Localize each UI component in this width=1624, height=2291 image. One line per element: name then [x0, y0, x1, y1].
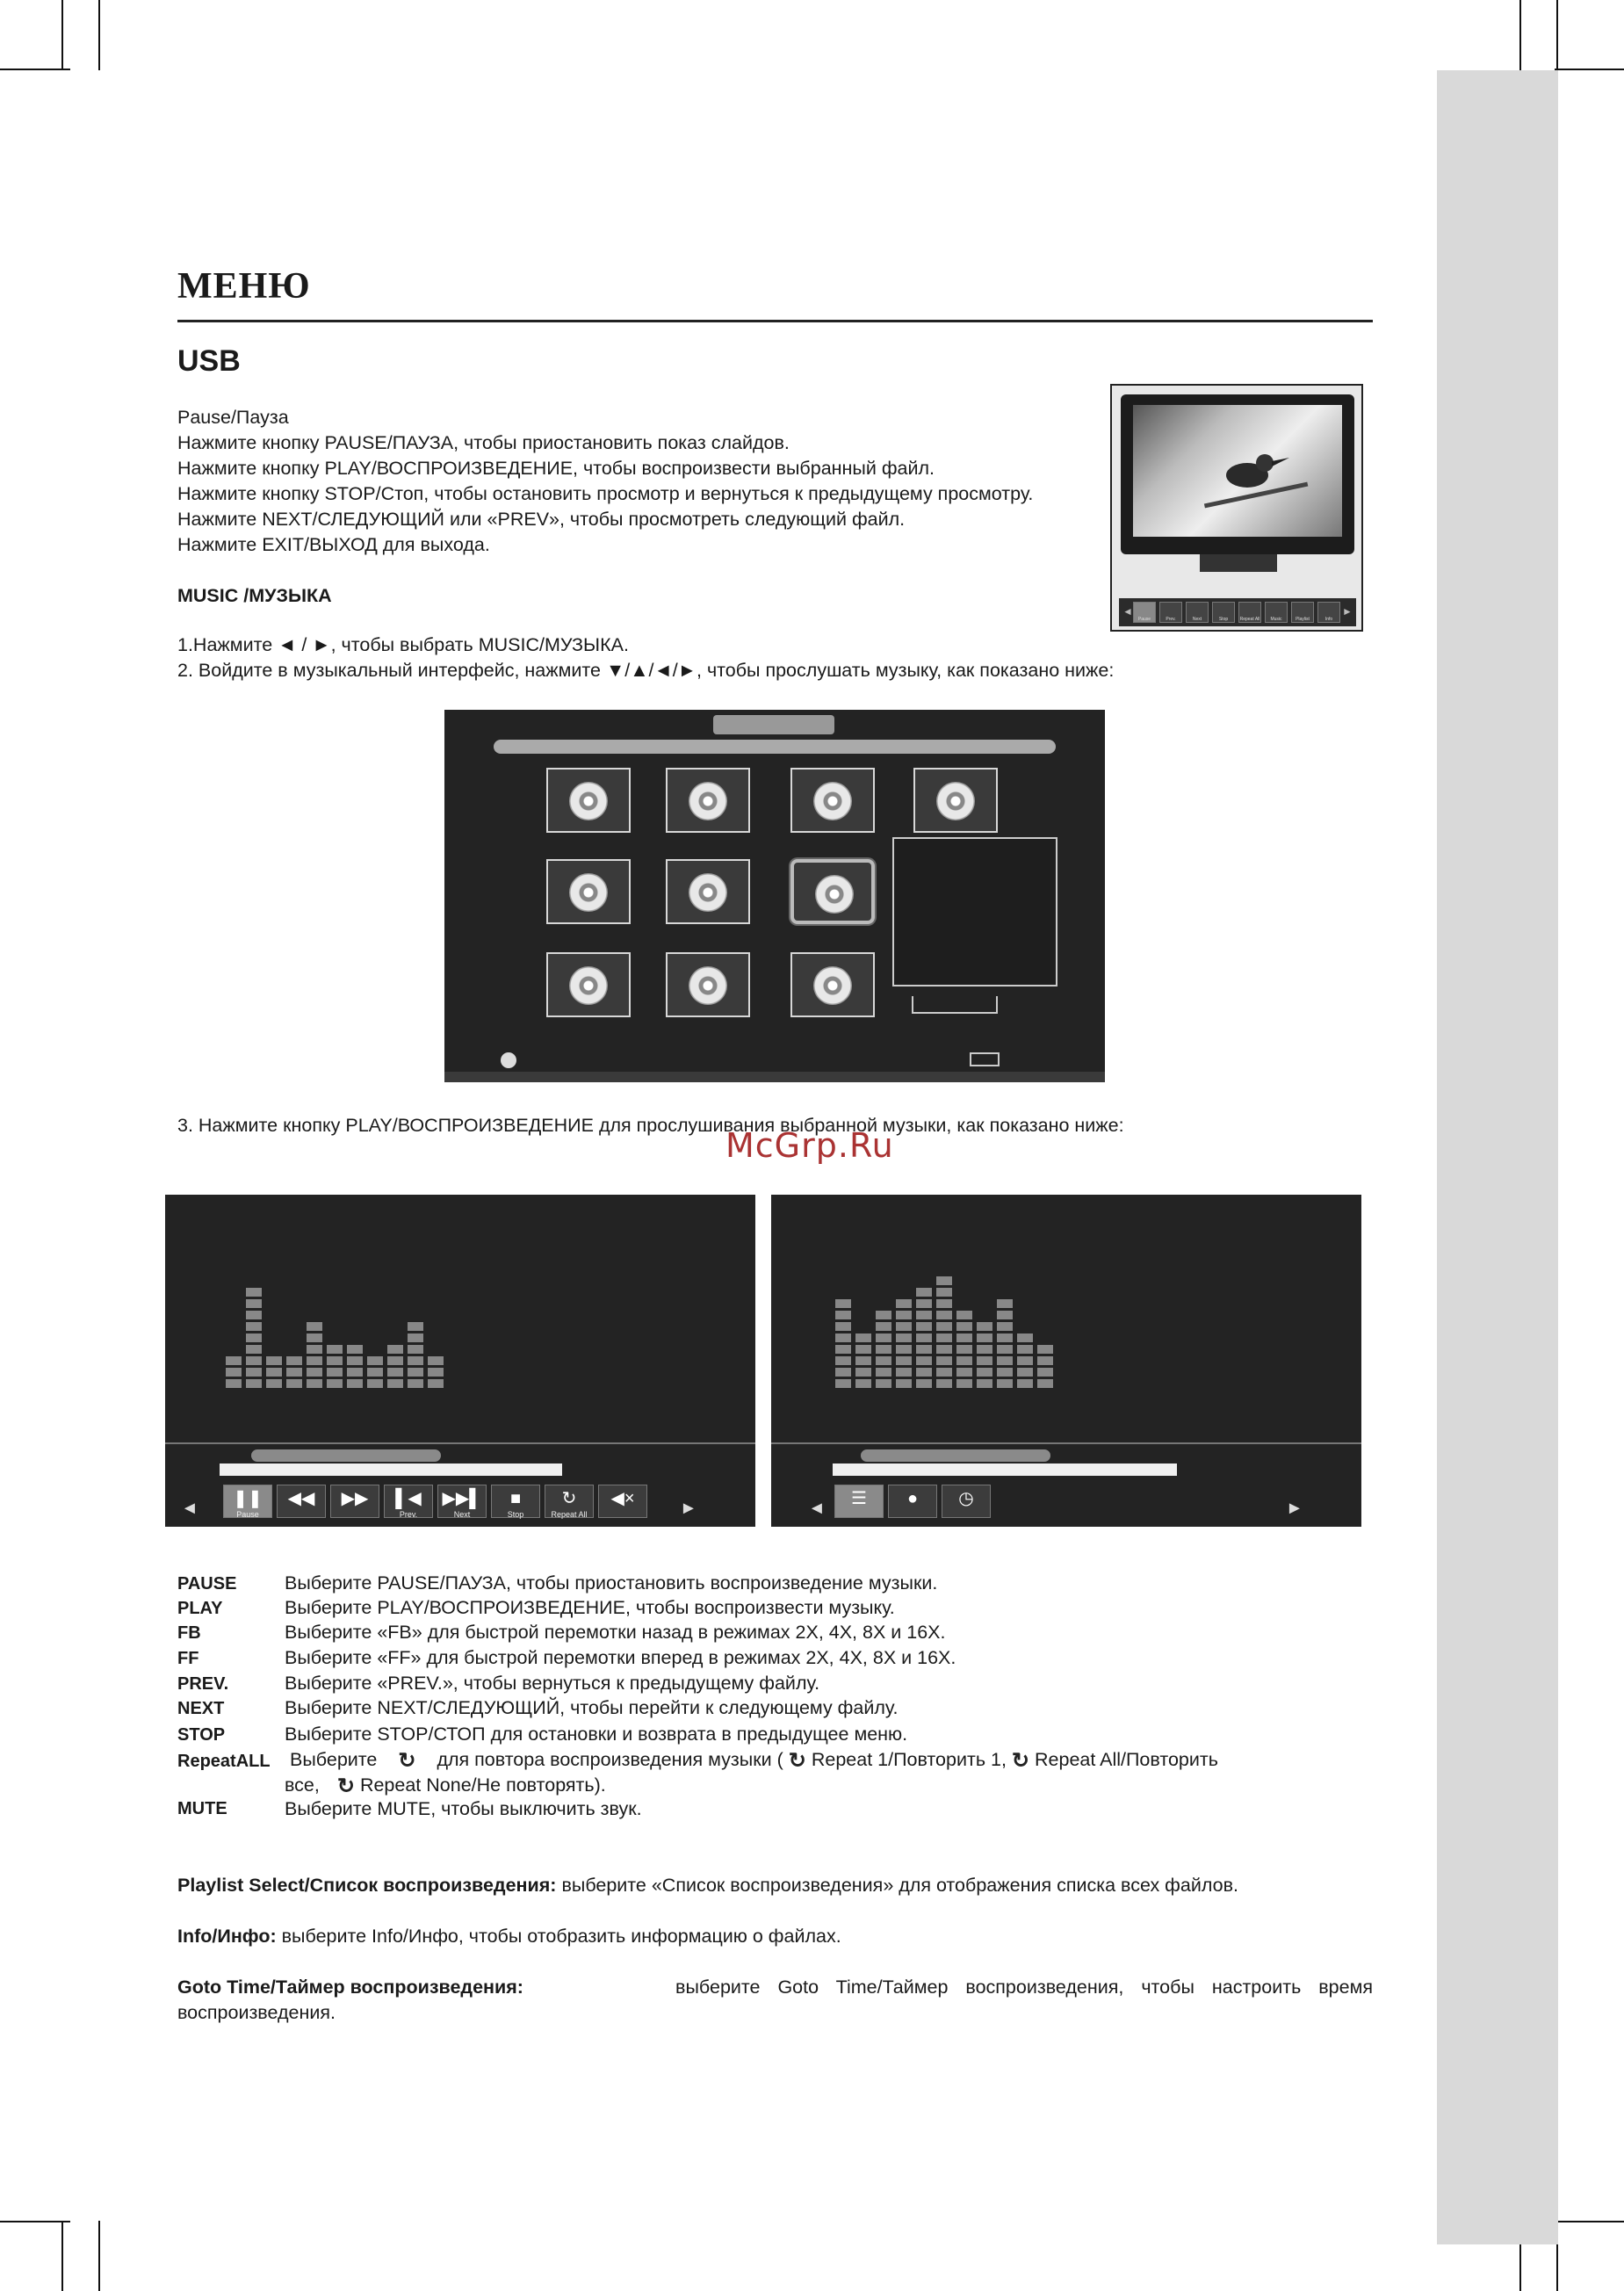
info-label: Info/Инфо:	[177, 1926, 277, 1947]
eq-bar-segment	[996, 1298, 1014, 1309]
divider-line	[165, 1442, 755, 1444]
bird-image	[1133, 405, 1342, 537]
eq-bar-segment	[834, 1367, 852, 1377]
info-paragraph	[177, 1924, 841, 1949]
eq-bar-segment	[875, 1355, 892, 1366]
page-title: МЕНЮ	[177, 266, 311, 307]
goto-paragraph	[177, 1975, 1373, 2000]
eq-bar-segment	[245, 1367, 263, 1377]
eq-bar-segment	[306, 1355, 323, 1366]
repeat-one-icon: ↻	[788, 1749, 806, 1773]
music-file-tile[interactable]	[546, 952, 631, 1017]
music-file-tile[interactable]	[666, 768, 750, 833]
player-control-button[interactable]	[277, 1485, 326, 1518]
legend-desc: Выберите MUTE, чтобы выключить звук.	[285, 1798, 642, 1819]
tv-toolbar-button[interactable]	[1291, 602, 1314, 623]
music-player-right	[771, 1195, 1361, 1527]
eq-bar-segment	[895, 1344, 913, 1355]
eq-bar-segment	[366, 1378, 384, 1389]
goto-label: Goto Time/Таймер воспроизведения:	[177, 1977, 523, 1998]
eq-bar-segment	[935, 1367, 953, 1377]
playlist-text: выберите «Список воспроизведения» для отображения списка всех файлов.	[561, 1875, 1238, 1896]
tv-toolbar-label: Prev.	[1166, 617, 1176, 622]
eq-bar-segment	[915, 1367, 933, 1377]
eq-bar-segment	[225, 1355, 242, 1366]
music-file-tile[interactable]	[546, 859, 631, 924]
eq-bar-segment	[875, 1321, 892, 1332]
eq-bar-segment	[976, 1333, 993, 1343]
player-control-label: Repeat All	[551, 1510, 588, 1519]
eq-bar-segment	[225, 1378, 242, 1389]
playlist-label: Playlist Select/Список воспроизведения:	[177, 1875, 557, 1896]
eq-bar-segment	[855, 1367, 872, 1377]
eq-bar-segment	[976, 1344, 993, 1355]
eq-bar-segment	[996, 1355, 1014, 1366]
tv-toolbar-label: Info	[1324, 617, 1333, 622]
legend-desc: Выберите «FB» для быстрой перемотки назад в режимах 2X, 4X, 8X и 16X.	[285, 1622, 946, 1643]
eq-bar-segment	[407, 1333, 424, 1343]
eq-bar-segment	[895, 1355, 913, 1366]
repeat-text: Выберите	[290, 1749, 378, 1771]
repeat-line-1	[290, 1748, 1218, 1774]
eq-bar-segment	[895, 1367, 913, 1377]
browser-path-bar	[494, 740, 1056, 754]
eq-bar-segment	[265, 1378, 283, 1389]
repeat-line-2	[285, 1774, 606, 1799]
eq-bar-segment	[915, 1333, 933, 1343]
tv-toolbar-button[interactable]	[1317, 602, 1340, 623]
eq-bar-segment	[834, 1321, 852, 1332]
legend-desc: Выберите «FF» для быстрой перемотки вперед в режимах 2X, 4X, 8X и 16X.	[285, 1647, 956, 1668]
eq-bar-segment	[855, 1378, 872, 1389]
eq-bar-segment	[1016, 1378, 1034, 1389]
eq-bar-segment	[306, 1321, 323, 1332]
eq-bar-segment	[386, 1378, 404, 1389]
tv-stand	[1200, 554, 1277, 572]
preview-caption-box	[912, 996, 998, 1014]
eq-bar-segment	[346, 1355, 364, 1366]
player-control-icon: ■	[509, 1489, 522, 1508]
eq-bar-segment	[915, 1378, 933, 1389]
cd-icon	[689, 873, 727, 912]
return-icon	[569, 782, 608, 820]
tv-toolbar-label: Repeat All	[1239, 617, 1260, 622]
eq-bar-segment	[956, 1344, 973, 1355]
eq-bar-segment	[956, 1378, 973, 1389]
player-option-icon: ●	[906, 1489, 919, 1508]
tv-toolbar-button[interactable]	[1186, 602, 1209, 623]
repeat-text: Repeat 1/Повторить 1,	[811, 1749, 1007, 1771]
eq-bar-segment	[1016, 1344, 1034, 1355]
eq-bar-segment	[875, 1333, 892, 1343]
tv-toolbar-button[interactable]	[1265, 602, 1288, 623]
toolbar-right-arrow-icon: ►	[1342, 605, 1353, 618]
eq-bar-segment	[407, 1321, 424, 1332]
eq-bar-segment	[346, 1367, 364, 1377]
legend-key: PREV.	[177, 1674, 229, 1694]
eq-bar-segment	[976, 1355, 993, 1366]
legend-key: MUTE	[177, 1799, 227, 1818]
eq-bar-segment	[915, 1344, 933, 1355]
eq-bar-segment	[935, 1333, 953, 1343]
player-option-button[interactable]	[888, 1485, 937, 1518]
playlist-paragraph	[177, 1873, 1238, 1898]
player-control-label: Pause	[236, 1510, 259, 1519]
repeat-all-icon: ↻	[1011, 1749, 1030, 1773]
eq-bar-segment	[1036, 1367, 1054, 1377]
music-file-tile[interactable]	[666, 952, 750, 1017]
eq-bar-segment	[1036, 1355, 1054, 1366]
eq-bar-segment	[895, 1333, 913, 1343]
eq-bar-segment	[407, 1378, 424, 1389]
eq-bar-segment	[996, 1333, 1014, 1343]
eq-bar-segment	[427, 1378, 444, 1389]
player-control-button[interactable]	[384, 1485, 433, 1518]
music-step-2: 2. Войдите в музыкальный интерфейс, нажмите ▼/▲/◄/►, чтобы прослушать музыку, как показано ниже:	[177, 660, 1115, 681]
right-arrow-icon[interactable]: ►	[1286, 1499, 1303, 1518]
eq-bar-segment	[915, 1298, 933, 1309]
eq-bar-segment	[407, 1344, 424, 1355]
repeat-text: Repeat All/Повторить	[1035, 1749, 1218, 1771]
player-control-button[interactable]	[223, 1485, 272, 1518]
eq-bar-segment	[935, 1344, 953, 1355]
player-control-icon: ◀◀	[287, 1489, 315, 1508]
eq-bar-segment	[386, 1344, 404, 1355]
info-text: выберите Info/Инфо, чтобы отобразить информацию о файлах.	[281, 1926, 841, 1947]
page-indicator-box	[970, 1052, 1000, 1066]
player-control-button[interactable]	[491, 1485, 540, 1518]
eq-bar-segment	[935, 1378, 953, 1389]
eq-bar-segment	[895, 1378, 913, 1389]
eq-bar-segment	[346, 1378, 364, 1389]
browser-title-tab	[713, 715, 834, 734]
player-control-label: Prev.	[399, 1510, 418, 1519]
title-rule	[177, 320, 1373, 322]
music-file-tile[interactable]	[790, 859, 875, 924]
eq-bar-segment	[855, 1355, 872, 1366]
eq-bar-segment	[427, 1355, 444, 1366]
eq-bar-segment	[306, 1378, 323, 1389]
eq-bar-segment	[1036, 1378, 1054, 1389]
tv-toolbar-label: Music	[1270, 617, 1282, 622]
eq-bar-segment	[996, 1344, 1014, 1355]
player-control-icon: ▌◀	[395, 1489, 422, 1508]
tv-toolbar-label: Stop	[1218, 617, 1229, 622]
browser-bottom-strip	[444, 1072, 1105, 1082]
legend-desc: Выберите STOP/СТОП для остановки и возврата в предыдущее меню.	[285, 1724, 908, 1745]
music-step-3: 3. Нажмите кнопку PLAY/ВОСПРОИЗВЕДЕНИЕ для прослушивания выбранной музыки, как показано ниже:	[177, 1115, 1124, 1136]
tv-toolbar-label: Pause	[1137, 617, 1151, 622]
eq-bar-segment	[326, 1344, 343, 1355]
side-tab	[1437, 70, 1558, 2244]
eq-bar-segment	[935, 1310, 953, 1320]
eq-bar-segment	[1016, 1333, 1034, 1343]
eq-bar-segment	[935, 1321, 953, 1332]
eq-bar-segment	[245, 1321, 263, 1332]
eq-bar-segment	[834, 1298, 852, 1309]
eq-bar-segment	[285, 1355, 303, 1366]
player-control-icon: ▶▶	[341, 1489, 369, 1508]
eq-bar-segment	[306, 1333, 323, 1343]
eq-bar-segment	[265, 1367, 283, 1377]
eq-bar-segment	[935, 1287, 953, 1297]
eq-bar-segment	[245, 1333, 263, 1343]
section-title: USB	[177, 344, 241, 378]
player-control-button[interactable]	[598, 1485, 647, 1518]
eq-bar-segment	[306, 1367, 323, 1377]
status-dot-icon	[501, 1052, 516, 1068]
eq-bar-segment	[895, 1321, 913, 1332]
legend-key: PLAY	[177, 1599, 223, 1618]
music-file-tile[interactable]	[790, 768, 875, 833]
eq-bar-segment	[996, 1378, 1014, 1389]
cd-icon	[689, 782, 727, 820]
eq-bar-segment	[834, 1310, 852, 1320]
music-file-tile[interactable]	[790, 952, 875, 1017]
eq-bar-segment	[1016, 1367, 1034, 1377]
eq-bar-segment	[875, 1378, 892, 1389]
eq-bar-segment	[834, 1344, 852, 1355]
tv-toolbar-button[interactable]	[1212, 602, 1235, 623]
eq-bar-segment	[996, 1321, 1014, 1332]
eq-bar-segment	[935, 1298, 953, 1309]
eq-bar-segment	[346, 1344, 364, 1355]
eq-bar-segment	[386, 1367, 404, 1377]
eq-bar-segment	[1016, 1355, 1034, 1366]
progress-bar	[220, 1463, 562, 1476]
repeat-icon: ↻	[398, 1749, 416, 1773]
cd-icon	[936, 782, 975, 820]
eq-bar-segment	[956, 1310, 973, 1320]
eq-bar-segment	[326, 1378, 343, 1389]
legend-key: FB	[177, 1623, 201, 1643]
pause-line: Нажмите EXIT/ВЫХОД для выхода.	[177, 534, 490, 555]
eq-bar-segment	[915, 1310, 933, 1320]
eq-bar-segment	[976, 1367, 993, 1377]
left-arrow-icon[interactable]: ◄	[181, 1499, 198, 1518]
goto-text: выберите Goto Time/Таймер воспроизведения, чтобы настроить время	[675, 1977, 1373, 1998]
eq-bar-segment	[285, 1378, 303, 1389]
eq-bar-segment	[956, 1355, 973, 1366]
eq-bar-segment	[245, 1378, 263, 1389]
eq-bar-segment	[976, 1321, 993, 1332]
legend-desc: Выберите «PREV.», чтобы вернуться к предыдущему файлу.	[285, 1673, 820, 1694]
music-player-left	[165, 1195, 755, 1527]
left-arrow-icon[interactable]: ◄	[808, 1499, 826, 1518]
tv-toolbar-label: Next	[1192, 617, 1202, 622]
player-control-icon: ↻	[561, 1489, 577, 1508]
eq-bar-segment	[386, 1355, 404, 1366]
eq-bar-segment	[855, 1333, 872, 1343]
tv-toolbar-button[interactable]	[1133, 602, 1156, 623]
eq-bar-segment	[245, 1344, 263, 1355]
eq-bar-segment	[407, 1367, 424, 1377]
pause-line: Нажмите кнопку PLAY/ВОСПРОИЗВЕДЕНИЕ, чтобы воспроизвести выбранный файл.	[177, 458, 935, 479]
pause-line: Нажмите NEXT/СЛЕДУЮЩИЙ или «PREV», чтобы просмотреть следующий файл.	[177, 509, 906, 530]
legend-desc: Выберите NEXT/СЛЕДУЮЩИЙ, чтобы перейти к следующему файлу.	[285, 1697, 899, 1718]
pause-line: Нажмите кнопку STOP/Стоп, чтобы остановить просмотр и вернуться к предыдущему просмотру.	[177, 483, 1034, 504]
toolbar-left-arrow-icon: ◄	[1122, 605, 1133, 618]
eq-bar-segment	[245, 1287, 263, 1297]
eq-bar-segment	[855, 1344, 872, 1355]
eq-bar-segment	[265, 1355, 283, 1366]
tv-toolbar-button[interactable]	[1238, 602, 1261, 623]
eq-bar-segment	[245, 1310, 263, 1320]
eq-bar-segment	[895, 1298, 913, 1309]
eq-bar-segment	[834, 1378, 852, 1389]
eq-bar-segment	[407, 1355, 424, 1366]
player-option-button[interactable]	[942, 1485, 991, 1518]
eq-bar-segment	[915, 1321, 933, 1332]
eq-bar-segment	[956, 1333, 973, 1343]
legend-desc: Выберите PAUSE/ПАУЗА, чтобы приостановить воспроизведение музыки.	[285, 1572, 938, 1594]
eq-bar-segment	[875, 1310, 892, 1320]
player-control-button[interactable]	[545, 1485, 594, 1518]
cd-icon	[569, 873, 608, 912]
watermark: McGrp.Ru	[725, 1126, 894, 1165]
legend-key: STOP	[177, 1725, 226, 1745]
eq-bar-segment	[875, 1367, 892, 1377]
repeat-text: Repeat None/Не повторять).	[359, 1774, 606, 1796]
folder-tile[interactable]	[546, 768, 631, 833]
cd-icon	[689, 966, 727, 1005]
repeat-text: все,	[285, 1774, 320, 1796]
tv-toolbar	[1119, 598, 1356, 626]
eq-bar-segment	[996, 1310, 1014, 1320]
eq-bar-segment	[326, 1367, 343, 1377]
legend-desc: Выберите PLAY/ВОСПРОИЗВЕДЕНИЕ, чтобы воспроизвести музыку.	[285, 1597, 895, 1618]
player-option-icon: ☰	[851, 1489, 867, 1508]
player-control-label: Stop	[507, 1510, 524, 1519]
legend-key: PAUSE	[177, 1574, 237, 1594]
eq-bar-segment	[935, 1355, 953, 1366]
divider-line	[771, 1442, 1361, 1444]
preview-panel	[892, 837, 1057, 987]
player-control-icon: ▶▶▌	[442, 1489, 482, 1508]
eq-bar-segment	[875, 1344, 892, 1355]
cd-icon	[813, 966, 852, 1005]
eq-bar-segment	[834, 1355, 852, 1366]
eq-bar-segment	[935, 1276, 953, 1286]
player-control-label: Next	[453, 1510, 471, 1519]
eq-bar-segment	[956, 1321, 973, 1332]
eq-bar-segment	[956, 1367, 973, 1377]
player-control-icon: ❚❚	[233, 1489, 263, 1508]
track-title-bar	[861, 1449, 1050, 1462]
legend-key: RepeatALL	[177, 1752, 271, 1771]
eq-bar-segment	[427, 1367, 444, 1377]
player-control-button[interactable]	[437, 1485, 487, 1518]
eq-bar-segment	[996, 1367, 1014, 1377]
progress-bar	[833, 1463, 1177, 1476]
player-option-icon: ◷	[958, 1489, 974, 1508]
eq-bar-segment	[225, 1367, 242, 1377]
music-browser-screen	[444, 710, 1105, 1082]
eq-bar-segment	[895, 1310, 913, 1320]
music-heading: MUSIC /МУЗЫКА	[177, 585, 332, 606]
pause-line: Нажмите кнопку PAUSE/ПАУЗА, чтобы приостановить показ слайдов.	[177, 432, 790, 453]
music-file-tile[interactable]	[666, 859, 750, 924]
track-title-bar	[251, 1449, 441, 1462]
player-control-icon: ◀×	[610, 1489, 635, 1508]
repeat-none-icon: ↻	[336, 1774, 355, 1798]
cd-icon	[813, 782, 852, 820]
music-step-1: 1.Нажмите ◄ / ►, чтобы выбрать MUSIC/МУЗЫКА.	[177, 634, 629, 655]
tv-toolbar-label: Playlist	[1296, 617, 1310, 622]
eq-bar-segment	[915, 1355, 933, 1366]
eq-bar-segment	[915, 1287, 933, 1297]
music-file-tile[interactable]	[913, 768, 998, 833]
cd-icon	[815, 875, 854, 914]
eq-bar-segment	[1036, 1344, 1054, 1355]
legend-key: FF	[177, 1649, 199, 1668]
player-control-button[interactable]	[330, 1485, 379, 1518]
tv-toolbar-button[interactable]	[1159, 602, 1182, 623]
cd-icon	[569, 966, 608, 1005]
eq-bar-segment	[326, 1355, 343, 1366]
eq-bar-segment	[285, 1367, 303, 1377]
eq-bar-segment	[245, 1355, 263, 1366]
goto-text-cont: воспроизведения.	[177, 2002, 336, 2023]
tv-illustration	[1110, 384, 1363, 632]
repeat-text: для повтора воспроизведения музыки (	[437, 1749, 783, 1771]
eq-bar-segment	[834, 1333, 852, 1343]
eq-bar-segment	[366, 1367, 384, 1377]
eq-bar-segment	[976, 1378, 993, 1389]
legend-key: NEXT	[177, 1699, 225, 1718]
eq-bar-segment	[245, 1298, 263, 1309]
eq-bar-segment	[366, 1355, 384, 1366]
right-arrow-icon[interactable]: ►	[680, 1499, 697, 1518]
player-option-button[interactable]	[834, 1485, 884, 1518]
tv-photo	[1133, 405, 1342, 537]
eq-bar-segment	[306, 1344, 323, 1355]
pause-heading: Pause/Пауза	[177, 407, 289, 428]
